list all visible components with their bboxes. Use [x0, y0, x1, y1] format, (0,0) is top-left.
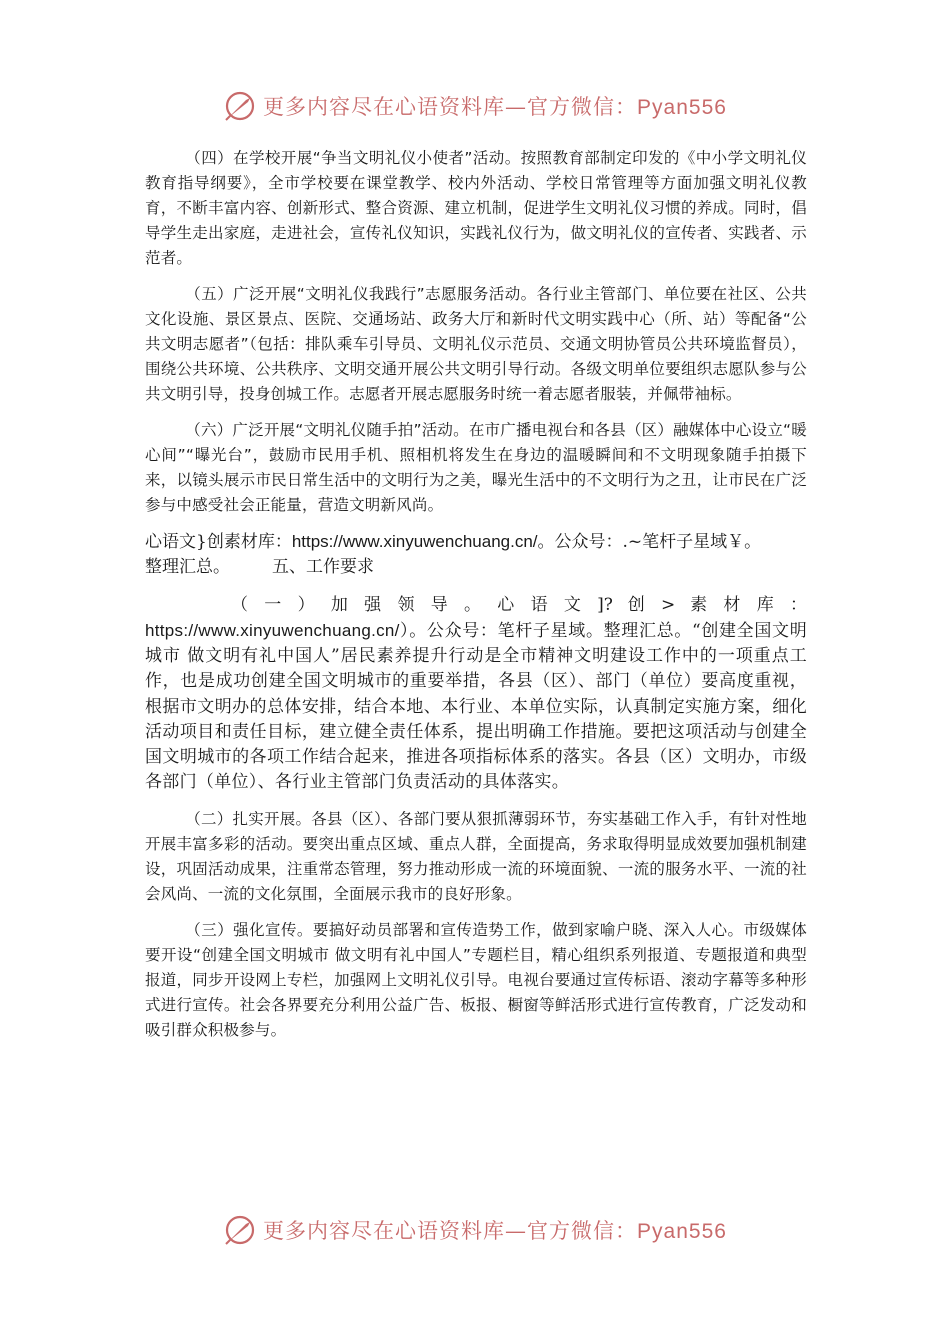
- banner-wechat: Pyan556: [637, 1220, 727, 1243]
- footer-banner: [0, 1210, 950, 1250]
- document-body: [145, 146, 807, 1054]
- watermark-suffix: 整理汇总。: [145, 557, 230, 577]
- section-heading: 五、工作要求: [272, 557, 374, 577]
- requirement-2: （二）扎实开展。各县（区）、各部门要从狠抓薄弱环节，夯实基础工作入手，有针对性地开展丰富多彩的活动。要突出重点区域、重点人群，全面提高，务求取得明显成效要加强机制建设，巩固活动成果，注重常态管理，努力推动形成一流的环境面貌、一流的服务水平、一流的社会风尚、一流的文化氛围，全面展示我市的良好形象。: [145, 810, 807, 904]
- pen-logo-icon: [223, 89, 257, 123]
- watermark-url: https://www.xinyuwenchuang.cn/: [291, 532, 538, 551]
- banner-text: 更多内容尽在心语资料库—官方微信：Pyan556: [263, 1219, 727, 1243]
- banner-text: 更多内容尽在心语资料库—官方微信：Pyan556: [263, 95, 727, 119]
- banner-wechat: Pyan556: [637, 96, 727, 119]
- header-banner: [0, 86, 950, 126]
- requirement-1-url: https://www.xinyuwenchuang.cn/: [145, 621, 400, 640]
- paragraph-6: （六）广泛开展“文明礼仪随手拍”活动。在市广播电视台和各县（区）融媒体中心设立“暖心间”“曝光台”，鼓励市民用手机、照相机将发生在身边的温暖瞬间和不文明现象随手拍摄下来，以镜头展示市民日常生活中的文明行为之美，曝光生活中的不文明行为之丑，让市民在广泛参与中感受社会正能量，营造文明新风尚。: [145, 421, 807, 514]
- pen-logo-icon: [223, 1213, 257, 1247]
- requirement-3: （三）强化宣传。要搞好动员部署和宣传造势工作，做到家喻户晓、深入人心。市级媒体要开设“创建全国文明城市 做文明有礼中国人”专题栏目，精心组织系列报道、专题报道和典型报道，同步开设网上专栏，加强网上文明礼仪引导。电视台要通过宣传标语、滚动字幕等多种形式进行宣传。社会各界要充分利用公益广告、板报、橱窗等鲜活形式进行宣传教育，广泛发动和吸引群众积极参与。: [145, 921, 807, 1040]
- requirement-1: https://www.xinyuwenchuang.cn/）。公众号：笔杆子星域。整理汇总。“创建全国文明城市 做文明有礼中国人”居民素养提升行动是全市精神文明建设工作中的一项重点工作，也是成功创建全国文明城市的重要举措，各县（区）、部门（单位）要高度重视，根据市文明办的总体安排，结合本地、本行业、本单位实际，认真制定实施方案，细化活动项目和责任目标，建立健全责任体系，提出明确工作措施。要把这项活动与创建全国文明城市的各项工作结合起来，推进各项指标体系的落实。各县（区）文明办，市级各部门（单位）、各行业主管部门负责活动的具体落实。: [145, 621, 807, 793]
- section-heading-line: [145, 555, 807, 580]
- paragraph-5: （五）广泛开展“文明礼仪我践行”志愿服务活动。各行业主管部门、单位要在社区、公共文化设施、景区景点、医院、交通场站、政务大厅和新时代文明实践中心（所、站）等配备“公共文明志愿者”（包括：排队乘车引导员、文明礼仪示范员、交通文明协管员公共环境监督员），围绕公共环境、公共秩序、文明交通开展公共文明引导行动。各级文明单位要组织志愿队参与公共文明引导，投身创城工作。志愿者开展志愿服务时统一着志愿者服装，并佩带袖标。: [145, 285, 807, 403]
- paragraph-4: （四）在学校开展“争当文明礼仪小使者”活动。按照教育部制定印发的《中小学文明礼仪教育指导纲要》，全市学校要在课堂教学、校内外活动、学校日常管理等方面加强文明礼仪教育，不断丰富内容、创新形式、整合资源、建立机制，促进学生文明礼仪习惯的养成。同时，倡导学生走出家庭，走进社会，宣传礼仪知识，实践礼仪行为，做文明礼仪的宣传者、实践者、示范者。: [145, 149, 807, 267]
- watermark-line: 心语文}创素材库：https://www.xinyuwenchuang.cn/。公众号：.~笔杆子星域￥。: [145, 532, 762, 552]
- subheading-strengthen-leadership: （ 一 ） 加 强 领 导 。 心 语 文 ]? 创 > 素 材 库 ：: [231, 595, 807, 615]
